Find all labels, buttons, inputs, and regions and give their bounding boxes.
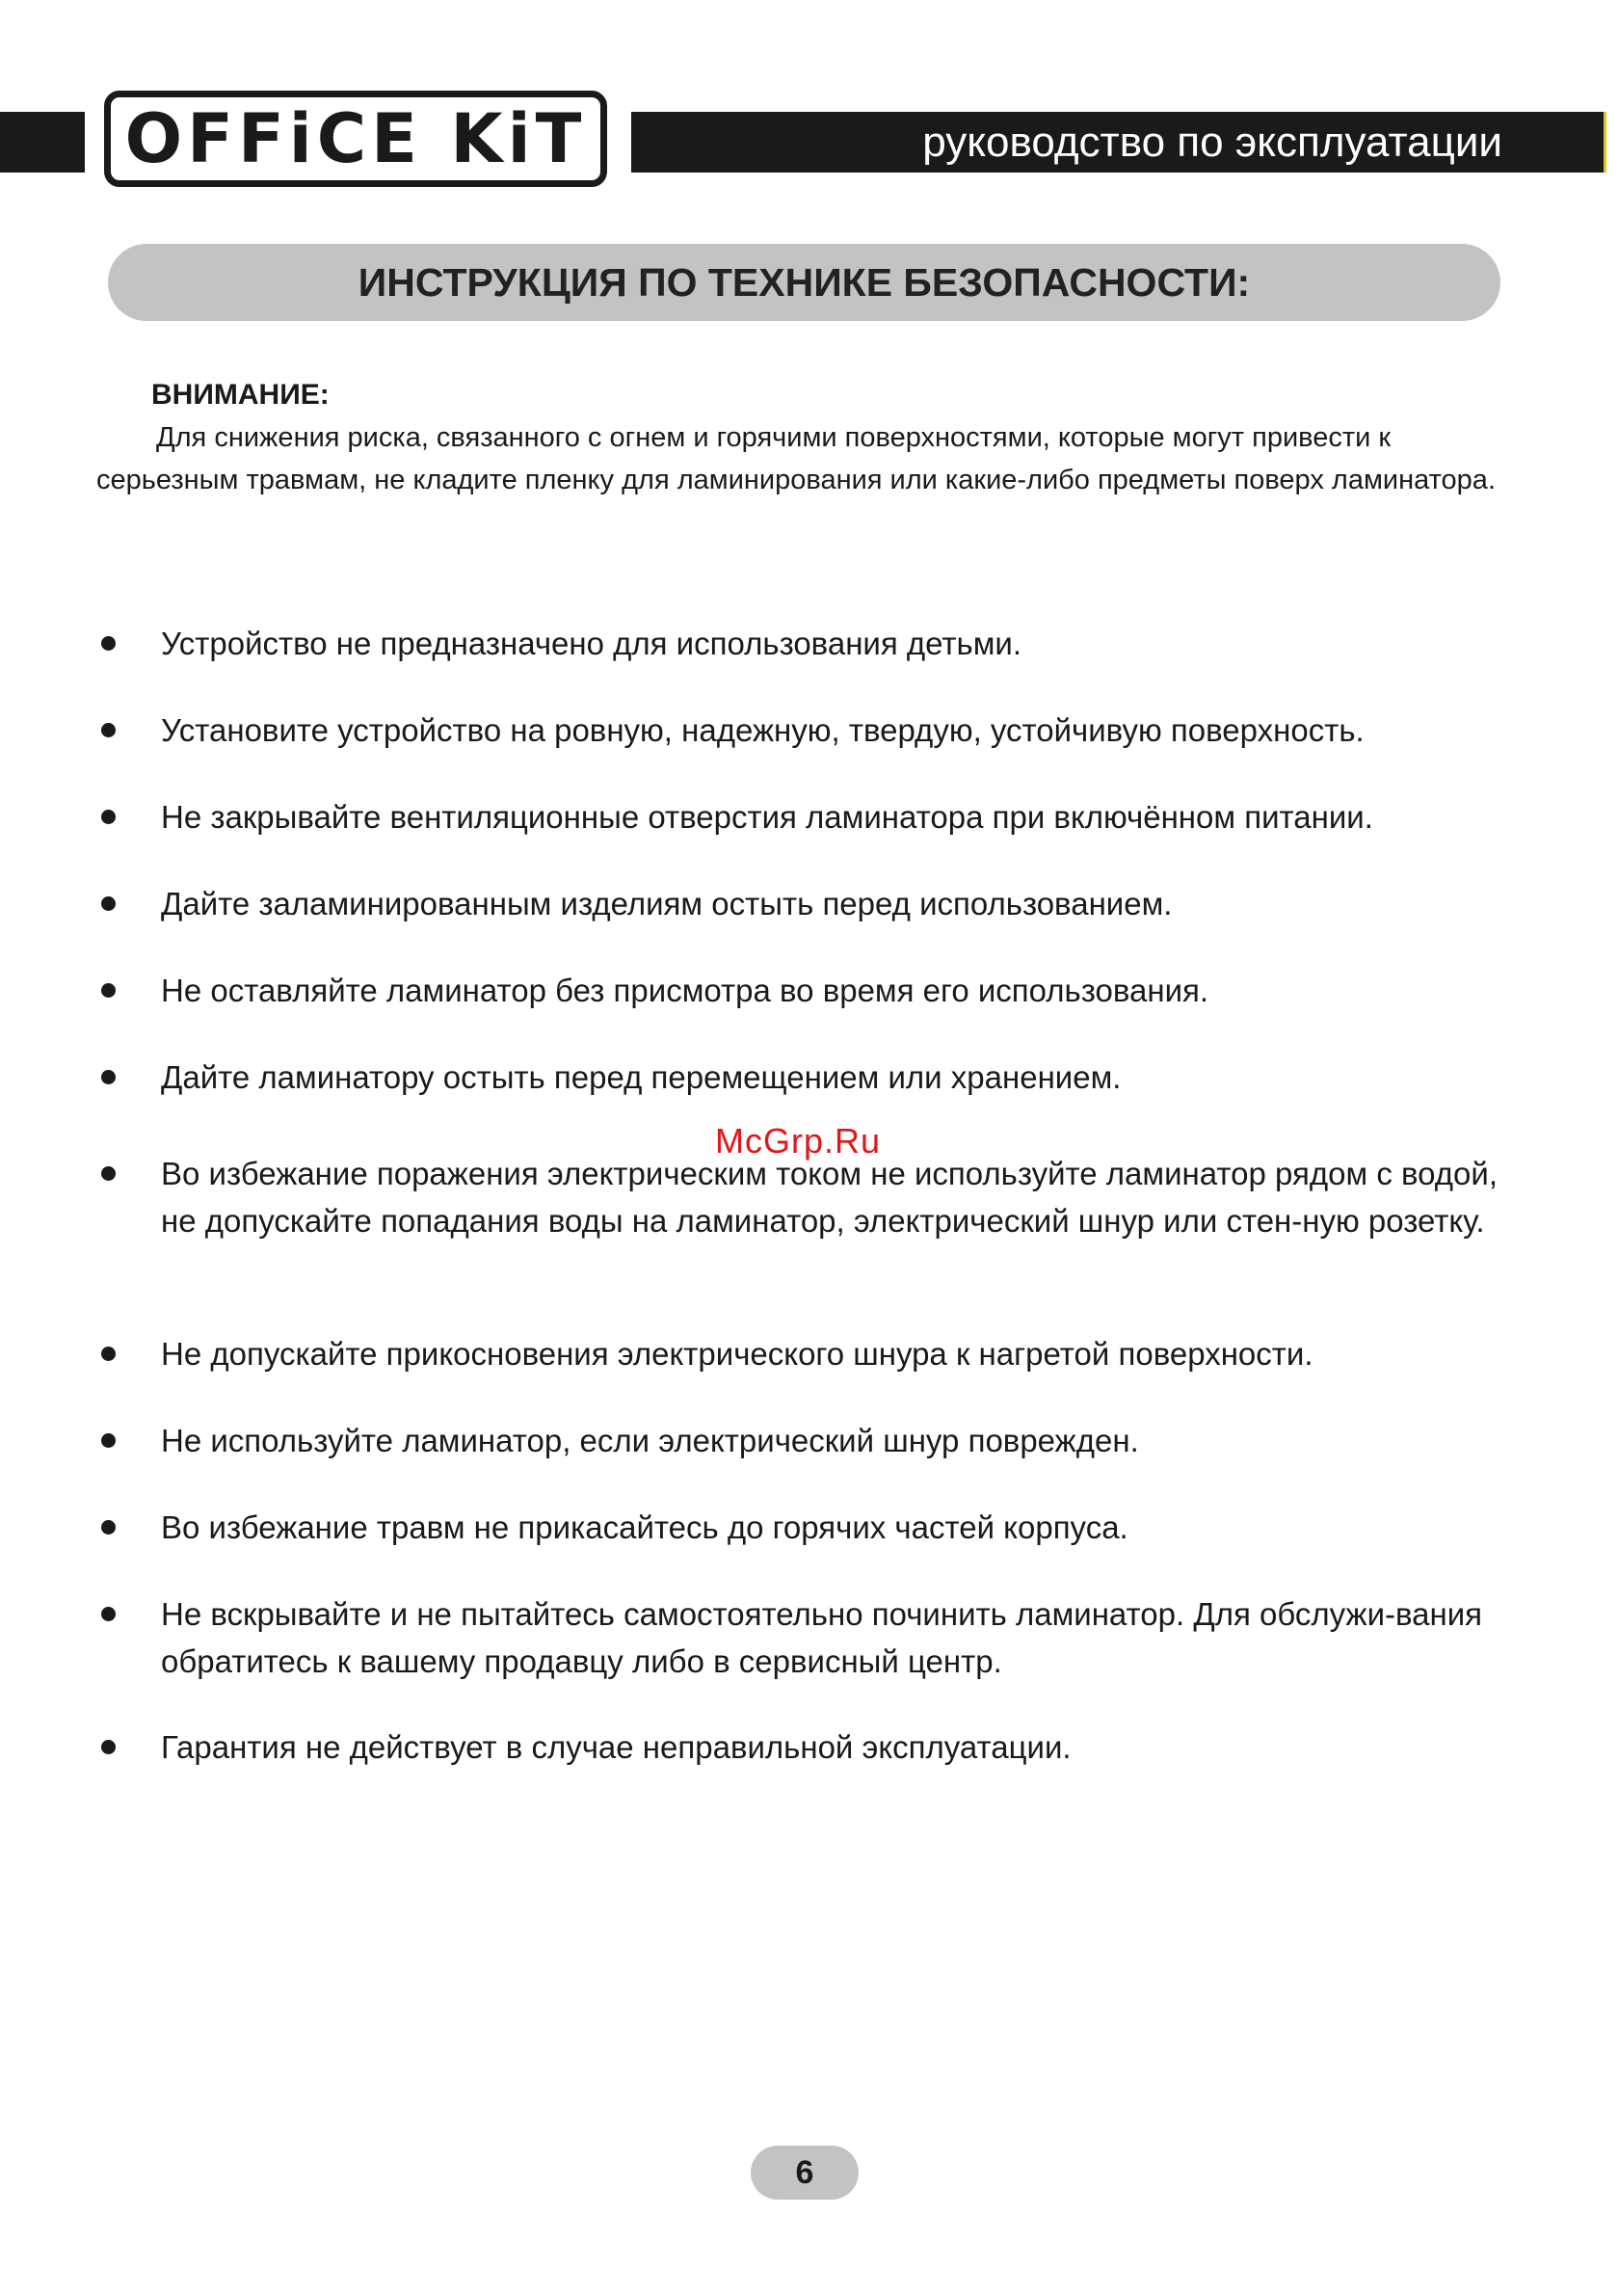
section-title-banner xyxy=(108,244,1500,321)
list-item xyxy=(96,967,1523,1014)
bullet-icon xyxy=(101,1166,116,1181)
bullet-icon xyxy=(101,1070,116,1084)
list-item-text: Не используйте ламинатор, если электрический шнур поврежден. xyxy=(161,1423,1139,1458)
list-item xyxy=(96,707,1523,754)
bullet-icon xyxy=(101,1347,116,1361)
section-title: ИНСТРУКЦИЯ ПО ТЕХНИКЕ БЕЗОПАСНОСТИ: xyxy=(358,259,1251,305)
bullet-icon xyxy=(101,1740,116,1754)
page-number-badge xyxy=(751,2146,859,2200)
list-item-text: Во избежание поражения электрическим током не используйте ламинатор рядом с водой, не допускайте попадания воды на ламинатор, электрический шнур или стен-ную розетку. xyxy=(161,1156,1498,1239)
list-item xyxy=(96,880,1523,927)
header-bar-left xyxy=(0,112,85,173)
list-item xyxy=(96,1417,1523,1464)
list-item-text: Не оставляйте ламинатор без присмотра во время его использования. xyxy=(161,973,1209,1008)
list-item-text: Не закрывайте вентиляционные отверстия ламинатора при включённом питании. xyxy=(161,799,1373,835)
list-item xyxy=(96,1150,1523,1244)
bullet-icon xyxy=(101,723,116,737)
list-item xyxy=(96,1330,1523,1377)
header-edge-accent xyxy=(1604,112,1606,173)
bullet-icon xyxy=(101,1433,116,1448)
list-item-text: Не допускайте прикосновения электрического шнура к нагретой поверхности. xyxy=(161,1336,1313,1372)
bullet-icon xyxy=(101,1607,116,1621)
list-item-text: Гарантия не действует в случае неправильной эксплуатации. xyxy=(161,1729,1072,1765)
bullet-icon xyxy=(101,1520,116,1535)
bullet-icon xyxy=(101,896,116,911)
list-item-text: Устройство не предназначено для использования детьми. xyxy=(161,626,1021,661)
list-item xyxy=(96,1590,1523,1685)
list-item xyxy=(96,1504,1523,1551)
list-item-text: Дайте заламинированным изделиям остыть перед использованием. xyxy=(161,886,1173,921)
list-item-text: Во избежание травм не прикасайтесь до горячих частей корпуса. xyxy=(161,1509,1128,1545)
list-item-text: Установите устройство на ровную, надежную, твердую, устойчивую поверхность. xyxy=(161,712,1365,748)
list-item xyxy=(96,1054,1523,1101)
warning-label: ВНИМАНИЕ: xyxy=(151,379,330,411)
warning-text: Для снижения риска, связанного с огнем и горячими поверхностями, которые могут привести к серьезным травмам, не кладите пленку для ламинирования или какие-либо предметы поверх ламинатора. xyxy=(96,422,1496,495)
list-item xyxy=(96,793,1523,841)
page-number: 6 xyxy=(795,2153,814,2191)
brand-logo xyxy=(104,91,607,187)
list-item-text: Не вскрывайте и не пытайтесь самостоятельно починить ламинатор. Для обслужи-вания обратитесь к вашему продавцу либо в сервисный центр. xyxy=(161,1596,1483,1679)
list-item xyxy=(96,620,1523,667)
bullet-icon xyxy=(101,810,116,824)
bullet-icon xyxy=(101,983,116,998)
list-item-text: Дайте ламинатору остыть перед перемещением или хранением. xyxy=(161,1059,1122,1095)
list-item xyxy=(96,1723,1523,1771)
header-subtitle: руководство по эксплуатации xyxy=(922,119,1502,166)
watermark: McGrp.Ru xyxy=(715,1121,882,1161)
bullet-icon xyxy=(101,636,116,651)
brand-logo-text: OFFiCE KiT xyxy=(124,99,587,178)
